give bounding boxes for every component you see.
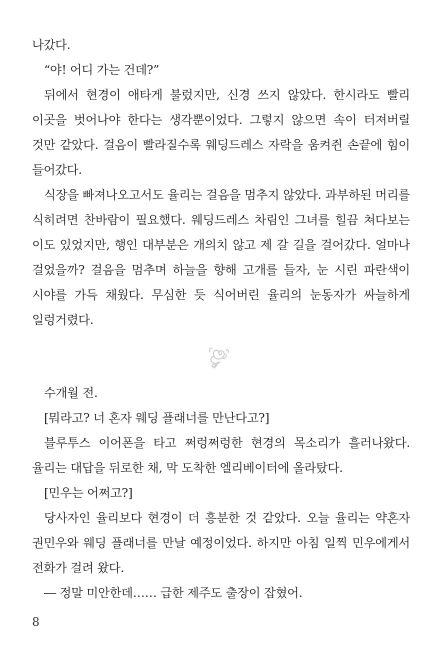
section-two-text	[32, 381, 410, 606]
paragraph-7: [민우는 어쩌고?]	[44, 486, 133, 500]
paragraph-4: 수개월 전.	[44, 386, 98, 400]
section-one-text	[32, 33, 410, 333]
paragraph-9: ― 정말 미안한데…… 급한 제주도 출장이 잡혔어.	[44, 586, 303, 600]
page-number: 8	[32, 615, 40, 629]
rose-ornament-icon	[204, 342, 234, 370]
paragraph-8: 당사자인 율리보다 현경이 더 흥분한 것 같았다. 오늘 율리는 약혼자 권민우와 웨딩 플래너를 만날 예정이었다. 하지만 아침 일찍 민우에게서 전화가 걸려 왔다.	[32, 511, 410, 575]
rose-ornament-svg	[204, 342, 234, 370]
paragraph-1: “야! 어디 가는 건데?”	[44, 63, 160, 77]
paragraph-2: 뒤에서 현경이 애타게 불렀지만, 신경 쓰지 않았다. 한시라도 빨리 이곳을 벗어나야 한다는 생각뿐이었다. 그렇지 않으면 속이 터져버릴 것만 같았다. 걸음이 빨라질수록 웨딩드레스 자락을 움켜쥔 손끝에 힘이 들어갔다.	[32, 88, 410, 177]
paragraph-0: 나갔다.	[32, 38, 71, 52]
paragraph-5: [뭐라고? 너 혼자 웨딩 플래너를 만난다고?]	[44, 411, 270, 425]
paragraph-3: 식장을 빠져나오고서도 율리는 걸음을 멈추지 않았다. 과부하된 머리를 식히려면 찬바람이 필요했다. 웨딩드레스 차림인 그녀를 힐끔 쳐다보는 이도 있었지만, 행인 대부분은 개의치 않고 제 갈 길을 걸어갔다. 얼마나 걸었을까? 걸음을 멈추며 하늘을 향해 고개를 들자, 눈 시린 파란색이 시야를 가득 채웠다. 무심한 듯 식어버린 율리의 눈동자가 싸늘하게 일렁거렸다.	[32, 188, 410, 327]
paragraph-6: 블루투스 이어폰을 타고 쩌렁쩌렁한 현경의 목소리가 흘러나왔다. 율리는 대답을 뒤로한 채, 막 도착한 엘리베이터에 올라탔다.	[32, 436, 410, 475]
